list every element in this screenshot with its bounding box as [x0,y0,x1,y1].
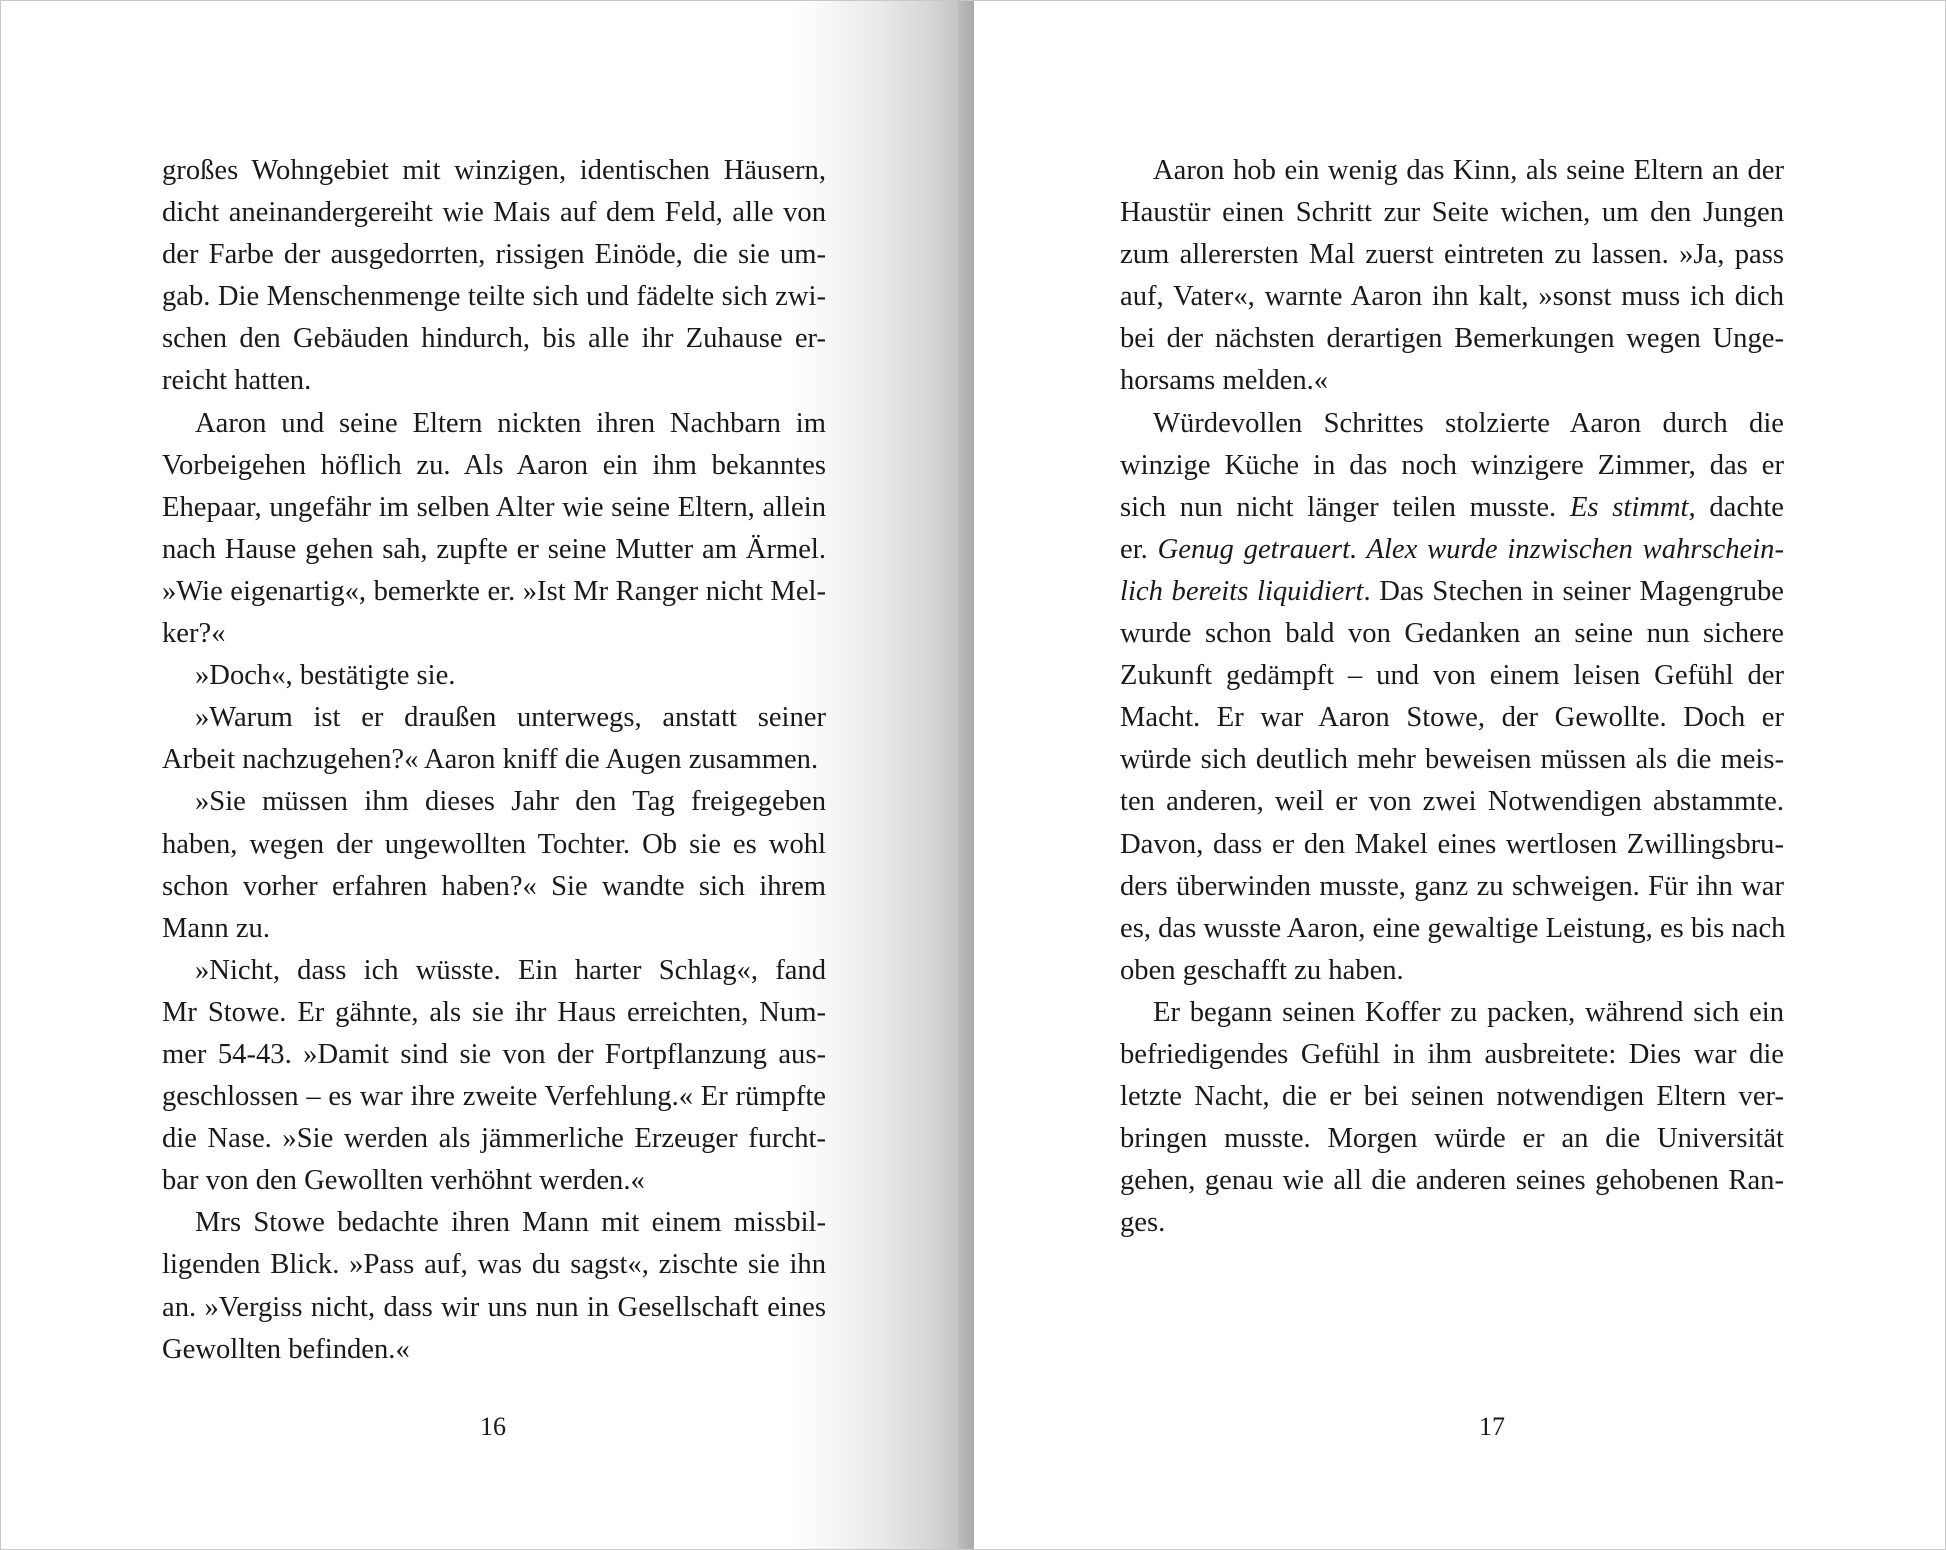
text-line: es, das wusste Aaron, eine gewaltige Leistung, es bis nach [1120,912,1786,944]
text-line: Arbeit nachzugehen?« Aaron kniff die Augen zusammen. [162,744,819,776]
italic-text: Genug getrauert. Alex wurde inzwischen wahrschein- [1157,533,1784,565]
text-line: dicht aneinandergereiht wie Mais auf dem Feld, alle von [162,197,826,229]
text-line: gab. Die Menschenmenge teilte sich und fädelte sich zwi- [162,281,826,313]
right-page-text [1120,150,1784,1244]
text-segment: . Das Stechen in seiner Magengrube [1363,575,1784,607]
text-segment: er. [1120,533,1148,565]
text-line: Zukunft gedämpft – und von einem leisen Gefühl der [1120,660,1784,692]
text-line: ligenden Blick. »Pass auf, was du sagst«, zischte sie ihn [162,1249,826,1281]
text-line: würde sich deutlich mehr beweisen müssen als die meis- [1120,744,1784,776]
text-line: Mann zu. [162,912,270,944]
text-line: »Doch«, bestätigte sie. [195,660,456,692]
text-line [1120,529,1784,571]
text-line: Aaron und seine Eltern nickten ihren Nachbarn im [195,407,826,439]
text-line: »Nicht, dass ich wüsste. Ein harter Schlag«, fand [195,954,826,986]
italic-text: Es stimmt, [1569,491,1696,523]
text-line: mer 54-43. »Damit sind sie von der Fortpflanzung aus- [162,1038,826,1070]
text-line: Vorbeigehen höflich zu. Als Aaron ein ihm bekanntes [162,449,826,481]
left-page-text [162,150,826,1371]
text-line: zum allerersten Mal zuerst eintreten zu lassen. »Ja, pass [1120,239,1784,271]
text-line: Mr Stowe. Er gähnte, als sie ihr Haus erreichten, Num- [162,996,826,1028]
text-line: horsams melden.« [1120,365,1329,397]
text-line: die Nase. »Sie werden als jämmerliche Erzeuger furcht- [162,1123,826,1155]
text-line: Aaron hob ein wenig das Kinn, als seine Eltern an der [1153,155,1784,186]
text-line: Würdevollen Schrittes stolzierte Aaron durch die [1153,407,1784,439]
text-line: Mrs Stowe bedachte ihren Mann mit einem missbil- [195,1207,826,1239]
text-line: bringen musste. Morgen würde er an die Universität [1120,1123,1784,1155]
text-line: letzte Nacht, die er bei seinen notwendigen Eltern ver- [1120,1081,1784,1113]
text-line [1120,487,1784,529]
text-line: oben geschafft zu haben. [1120,954,1404,986]
page-number: 17 [1479,1412,1505,1441]
text-line: haben, wegen der ungewollten Tochter. Ob sie es wohl [162,828,826,860]
text-line: schen den Gebäuden hindurch, bis alle ihr Zuhause er- [162,323,826,355]
italic-text: lich bereits liquidiert [1120,575,1364,607]
text-line: bar von den Gewollten verhöhnt werden.« [162,1165,645,1197]
text-line: ten anderen, weil er von zwei Notwendigen abstammte. [1120,786,1784,818]
text-line: der Farbe der ausgedorrten, rissigen Einöde, die sie um- [162,239,826,271]
text-line: bei der nächsten derartigen Bemerkungen wegen Unge- [1120,323,1784,355]
text-line: Davon, dass er den Makel eines wertlosen Zwillingsbru- [1120,828,1784,860]
text-line: Gewollten befinden.« [162,1333,410,1365]
text-line: an. »Vergiss nicht, dass wir uns nun in Gesellschaft eines [162,1291,826,1323]
text-line: nach Hause gehen sah, zupfte er seine Mutter am Ärmel. [162,533,826,565]
text-line: ker?« [162,618,226,650]
text-line: winzige Küche in das noch winzigere Zimmer, das er [1120,449,1784,481]
text-line: »Warum ist er draußen unterwegs, anstatt seiner [195,702,826,734]
book-gutter [958,0,974,1550]
text-line: »Wie eigenartig«, bemerkte er. »Ist Mr Ranger nicht Mel- [162,575,826,607]
text-line: geschlossen – es war ihre zweite Verfehlung.« Er rümpfte [162,1081,826,1113]
text-segment: dachte [1709,491,1784,523]
text-line: wurde schon bald von Gedanken an seine nun sichere [1120,618,1784,650]
text-line: Er begann seinen Koffer zu packen, während sich ein [1153,996,1784,1028]
text-line: großes Wohngebiet mit winzigen, identischen Häusern, [162,155,826,186]
text-line: ders überwinden musste, ganz zu schweigen. Für ihn war [1120,870,1784,902]
text-segment: sich nun nicht länger teilen musste. [1120,491,1557,523]
text-line: ges. [1120,1207,1166,1239]
right-page [974,0,1946,1550]
text-line: auf, Vater«, warnte Aaron ihn kalt, »sonst muss ich dich [1120,281,1784,313]
text-line: Ehepaar, ungefähr im selben Alter wie seine Eltern, allein [162,491,826,523]
text-line: befriedigendes Gefühl in ihm ausbreitete: Dies war die [1120,1038,1784,1070]
text-line: Haustür einen Schritt zur Seite wichen, um den Jungen [1120,197,1784,229]
text-line: Macht. Er war Aaron Stowe, der Gewollte. Doch er [1120,702,1784,734]
text-line: gehen, genau wie all die anderen seines gehobenen Ran- [1120,1165,1784,1197]
page-number: 16 [480,1412,506,1441]
text-line: reicht hatten. [162,365,312,397]
text-line: »Sie müssen ihm dieses Jahr den Tag freigegeben [195,786,826,818]
text-line [1120,571,1784,613]
text-line: schon vorher erfahren haben?« Sie wandte sich ihrem [162,870,826,902]
